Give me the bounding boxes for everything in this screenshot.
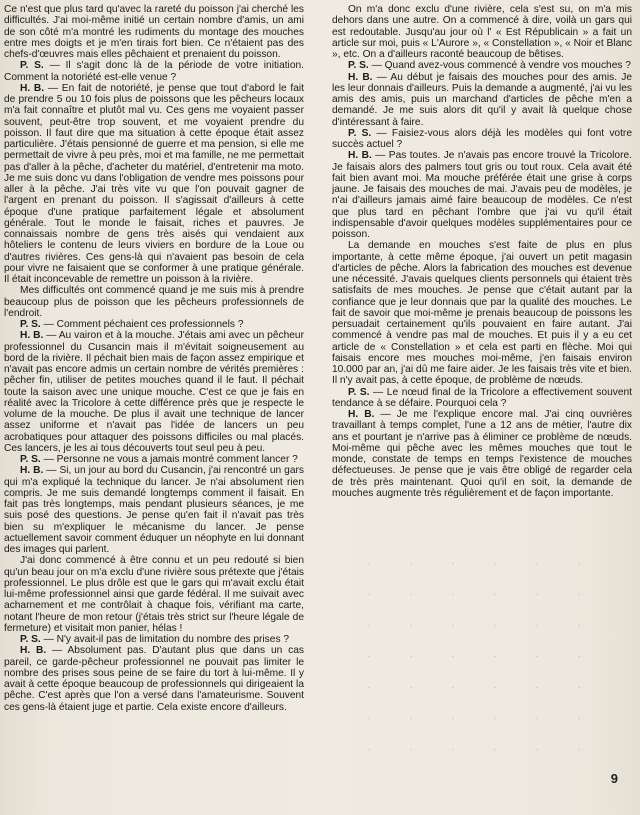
paragraph-text: La demande en mouches s'est faite de plus en plus importante, à cette même époque, j'ai ouvert un petit magasin d'articles de pêche. Alors la fabrication des mouches est devenue une nécessité. J'avais quelques clients personnels qui étaient très satisfaits de mes mouches. Je pense que c'était autant par la confiance que je leur donnais que par la qualité des mouches. Le fait de savoir que moi-même je prenais beaucoup de poissons les persuadait certainement qu'ils pouvaient en faire autant. J'ai commencé à vendre pas mal de mouches. Et puis il y a eu cet article de « Constellation » et cela est parti en flèche. Moi qui faisais encore mes mouches moi-même, j'en faisais environ 10.000 par an, j'ai dû me faire aider. Je les faisais très vite et bien. Il n'y avait pas, à cette époque, de problème de nœuds.: [332, 240, 632, 387]
paragraph: [332, 72, 632, 128]
paragraph: [4, 285, 304, 319]
speaker-label: H. B.: [20, 82, 45, 94]
paragraph: [332, 60, 632, 71]
paper-texture: [348, 548, 618, 758]
speaker-label: H. B.: [20, 465, 44, 477]
speaker-label: P. S.: [348, 127, 372, 139]
speaker-label: H. B.: [20, 645, 47, 657]
paragraph-text: — N'y avait-il pas de limitation du nombre des prises ?: [40, 634, 290, 645]
paragraph: [4, 60, 304, 83]
paragraph: [4, 555, 304, 634]
paragraph-text: Ce n'est que plus tard qu'avec la rareté du poisson j'ai cherché les difficultés. J'ai moi-même initié un certain nombre d'amis, un ami de son côté m'a montré les rudiments du montage des mouches entre mes doigts et je m'en tirais fort bien. Ce n'étaient pas des chefs-d'œuvres mais elles pêchaient et prenaient du poisson.: [4, 4, 304, 60]
paragraph: [4, 4, 304, 60]
speaker-label: H. B.: [348, 71, 373, 83]
paragraph-text: — Pas toutes. Je n'avais pas encore trouvé la Tricolore. Je faisais alors des palmers tout gris ou tout roux. Cela avait été fait bien avant moi. Ma mouche préférée était une grise à corps jaune. Je faisais des mouches de mai. J'avais peu de modèles, je n'ai d'ailleurs jamais aimé faire beaucoup de modèles. Ce n'est que plus tard en pêchant l'ombre que j'ai vu qu'il était indispensable d'avoir quelques modèles supplémentaires pour ce poisson.: [332, 150, 632, 240]
paragraph-text: — Au début je faisais des mouches pour des amis. Je les leur donnais d'ailleurs. Puis la demande a augmenté, j'ai vu les amis des amis, puis un marchand d'articles de pêche m'en a demandé. Je me suis alors dit qu'il y avait là quelque chose d'intéressant à faire.: [332, 71, 632, 128]
speaker-label: H. B.: [348, 150, 372, 162]
paragraph-text: — Quand avez-vous commencé à vendre vos mouches ?: [368, 60, 631, 72]
speaker-label: P. S.: [20, 454, 41, 465]
paragraph-text: — Absolument pas. D'autant plus que dans un cas pareil, ce garde-pêcheur professionnel ne pouvait pas limiter le nombre des prises sous peine de se faire du tort à lui-même. Il y avait à cette époque beaucoup de professionnels qui dirigeaient la pêche. C'est après que l'on a versé dans l'amateurisme. Souvent ces gens-là étaient juge et partie. Cela existe encore d'ailleurs.: [4, 645, 304, 713]
speaker-label: P. S.: [20, 60, 44, 72]
paragraph-text: — Il s'agit donc là de la période de votre initiation. Comment la notoriété est-elle venue ?: [4, 60, 304, 83]
speaker-label: P. S.: [348, 386, 370, 398]
paragraph: [332, 150, 632, 240]
paragraph: [332, 387, 632, 410]
speaker-label: P. S.: [348, 60, 369, 72]
paragraph: [4, 645, 304, 713]
paragraph-text: — Comment péchaient ces professionnels ?: [40, 319, 244, 330]
paragraph: [332, 409, 632, 499]
paragraph-text: — Au vairon et à la mouche. J'étais ami avec un pêcheur professionnel du Cusancin mais il m'évitait soigneusement au bord de la rivière. Il péchait bien mais de façon assez empirique et n'avait pas encore admis un certain nombre de vérités premières : pêcher fin, utiliser de petites mouches quand il le faut. Il péchait toute la saison avec une unique mouche. C'est ce que je fais en réalité avec la Tricolore à cette différence près que je respecte le volume de la mouche. De plus il avait une technique de lancer assez uniforme et n'avait pas l'idée de lancers un peu acrobatiques pour attaquer des poissons difficiles ou mal placés. Ces lancers, je les ai tous découverts tout seul peu à peu.: [4, 330, 304, 454]
paragraph: [4, 465, 304, 555]
paragraph-text: On m'a donc exclu d'une rivière, cela s'est su, on m'a mis dehors dans une autre. On a commencé à dire, voilà un gars qui est redoutable. Jusqu'au jour où l' « Est Républicain » a fait un article sur moi, puis « L'Aurore », « Constellation », « Noir et Blanc », etc. On a d'ailleurs raconté beaucoup de bêtises.: [332, 4, 632, 60]
paragraph: [4, 634, 304, 645]
paragraph: [4, 454, 304, 465]
paragraph-text: Mes difficultés ont commencé quand je me suis mis à prendre beaucoup plus de poisson que les pêcheurs professionnels de l'endroit.: [4, 285, 304, 319]
paragraph: [4, 83, 304, 286]
speaker-label: P. S.: [20, 634, 41, 645]
paragraph-text: — Si, un jour au bord du Cusancin, j'ai rencontré un gars qui m'a expliqué la technique du lancer. Je n'ai absolument rien compris. Je me suis demandé longtemps comment il faisait. En fait pas très longtemps, mais pendant plusieurs séances, je me suis posé des questions. Je pense qu'en fait il n'avait pas très bien su m'expliquer le mécanisme du lancer. Je pense actuellement savoir comment éduquer un néophyte en lui donnant des images qui parlent.: [4, 465, 304, 555]
paragraph-text: — Personne ne vous a jamais montré comment lancer ?: [40, 454, 298, 465]
speaker-label: P. S.: [20, 319, 41, 330]
paragraph-text: — En fait de notoriété, je pense que tout d'abord le fait de prendre 5 ou 10 fois plus de poissons que les pêcheurs locaux m'a fait connaître et plutôt mal vu. Ces gens me voyaient passer souvent, peut-être trop souvent, et me voyaient prendre du poisson. Il faut dire que ma situation à cette époque était assez particulière. J'étais pensionné de guerre et ma pension, si elle me permettait de vivre à peu près, moi et ma famille, ne me permettait pas d'aller à la pêche, d'acheter du matériel, d'entretenir ma moto. Je me suis donc vu dans l'obligation de vendre mes poissons pour aller à la pêche. J'ai très vite vu que l'on pouvait gagner de l'argent en prenant du poisson. Il s'agissait d'ailleurs à cette époque d'une pratique parfaitement légale et absolument générale. Tout le monde le faisait, riches et pauvres. Je connaissais nombre de gens très aisés qui vendaient aux hôteliers le contenu de leurs viviers en bordure de la Loue ou d'autres rivières. Ces gens-là qui n'avaient pas besoin de cela pour vivre ne faisaient que se conformer à une pratique générale. Il était inconcevable de remettre un poisson à la rivière.: [4, 82, 304, 285]
speaker-label: H. B.: [348, 409, 375, 420]
paragraph-text: — Le nœud final de la Tricolore a effectivement souvent tendance à se défaire. Pourquoi cela ?: [332, 386, 632, 409]
paragraph-text: — Je me l'explique encore mal. J'ai cinq ouvrières travaillant à temps complet, l'une a 12 ans de métier, l'autre dix ans et pourtant je n'arrive pas à éliminer ce problème de nœuds. Moi-même qui pêche avec les mêmes mouches que tout le monde, constate de temps en temps l'existence de mouches défectueuses. Je pense que je vais être obligé de regarder cela de très près maintenant. Quoi qu'il en soit, la demande de mouches augmente très régulièrement et de façon importante.: [332, 409, 632, 499]
speaker-label: H. B.: [20, 330, 44, 342]
paragraph-text: — Faisiez-vous alors déjà les modèles qui font votre succès actuel ?: [332, 127, 632, 150]
paragraph: [332, 240, 632, 386]
paragraph-text: J'ai donc commencé à être connu et un peu redouté si bien qu'un beau jour on m'a exclu d'une rivière sous prétexte que j'étais professionnel. Le plus drôle est que le gars qui m'avait exclu était lui-même professionnel ainsi que garde fédéral. Il me suivait avec acharnement et me contrôlait à chaque fois, vérifiant ma carte, notant l'heure de mon retour (j'étais très strict sur l'heure légale de fermeture) et visitait mon panier, hélas !: [4, 555, 304, 634]
paragraph: [4, 319, 304, 330]
paragraph: [332, 4, 632, 60]
page-number: 9: [610, 771, 618, 786]
left-text-column: [4, 4, 304, 764]
paragraph: [332, 128, 632, 151]
paragraph: [4, 330, 304, 454]
